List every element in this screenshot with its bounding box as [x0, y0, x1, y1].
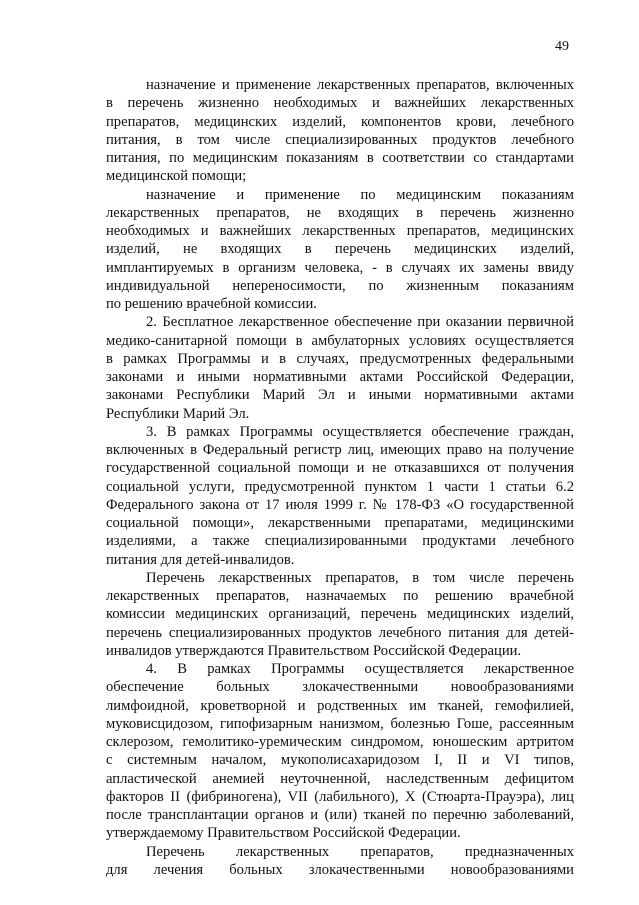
paragraph-4: [106, 423, 574, 569]
text-line: 2. Бесплатное лекарственное обеспечение при оказании первичной: [146, 314, 574, 331]
page-number: 49: [555, 39, 569, 54]
text-line: обеспечение больных злокачественными новообразованиями: [106, 679, 574, 696]
text-line: питания для детей-инвалидов.: [106, 551, 295, 568]
paragraph-1: [106, 76, 574, 186]
text-line: государственной социальной помощи и не отказавшихся от получения: [106, 460, 574, 477]
text-line: назначение и применение лекарственных препаратов, включенных: [146, 77, 574, 93]
text-line: после трансплантации органов и (или) тканей по перечню заболеваний,: [106, 807, 574, 823]
text-line: социальной помощи», лекарственными препаратами, медицинскими: [106, 515, 574, 531]
text-line: инвалидов утверждаются Правительством Российской Федерации.: [106, 642, 522, 659]
text-line: апластической анемией неуточненной, наследственным дефицитом: [106, 770, 574, 787]
paragraph-5: [106, 569, 574, 660]
text-line: питания, по медицинским показаниям в соответствии со стандартами: [106, 150, 574, 166]
text-line: необходимых и важнейших лекарственных препаратов, медицинских: [106, 223, 574, 239]
text-line: в рамках Программы и в случаях, предусмотренных федеральными: [106, 350, 574, 367]
text-line: питания, в том числе специализированных продуктов лечебного: [106, 131, 574, 148]
text-line: Перечень лекарственных препаратов, предназначенных: [146, 843, 574, 860]
text-line: 3. В рамках Программы осуществляется обеспечение граждан,: [146, 423, 574, 440]
text-line: 4. В рамках Программы осуществляется лекарственное: [146, 661, 574, 677]
text-line: Федерального закона от 17 июля 1999 г. № 178-ФЗ «О государственной: [106, 496, 574, 513]
text-line: законами Республики Марий Эл и иными нормативными актами: [106, 387, 574, 404]
paragraph-7: [106, 843, 574, 880]
text-line: факторов II (фибриногена), VII (лабильного), X (Стюарта-Прауэра), лиц: [106, 788, 574, 805]
text-line: муковисцидозом, гипофизарным нанизмом, болезнью Гоше, рассеянным: [106, 715, 574, 732]
paragraph-6: [106, 660, 574, 843]
paragraph-2: [106, 186, 574, 314]
text-line: в перечень жизненно необходимых и важнейших лекарственных: [106, 95, 574, 112]
text-line: медицинской помощи;: [106, 168, 247, 185]
text-line: изделий, не входящих в перечень медицинских изделий,: [106, 241, 574, 258]
text-line: склерозом, гемолитико-уремическим синдромом, юношеским артритом: [106, 734, 574, 750]
text-line: индивидуальной непереносимости, по жизненным показаниям: [106, 277, 574, 294]
text-line: утверждаемому Правительством Российской Федерации.: [106, 825, 461, 842]
text-line: перечень специализированных продуктов лечебного питания для детей-: [106, 624, 574, 641]
text-line: по решению врачебной комиссии.: [106, 296, 317, 312]
document-body: [106, 76, 574, 879]
text-line: социальной услуги, предусмотренной пунктом 1 части 1 статьи 6.2: [106, 478, 574, 495]
text-line: лекарственных препаратов, назначаемых по решению врачебной: [106, 588, 574, 604]
text-line: имплантируемых в организм человека, - в случаях их замены ввиду: [106, 259, 574, 276]
text-line: комиссии медицинских организаций, перечень медицинских изделий,: [106, 606, 574, 623]
text-line: препаратов, медицинских изделий, компонентов крови, лечебного: [106, 113, 574, 130]
text-line: лекарственных препаратов, не входящих в перечень жизненно: [106, 204, 574, 221]
text-line: назначение и применение по медицинским показаниям: [146, 186, 574, 203]
text-line: лимфоидной, кроветворной и родственных им тканей, гемофилией,: [106, 697, 574, 714]
text-line: Республики Марий Эл.: [106, 405, 250, 422]
text-line: медико-санитарной помощи в амбулаторных условиях осуществляется: [106, 332, 574, 349]
paragraph-3: [106, 313, 574, 423]
text-line: для лечения больных злокачественными новообразованиями: [106, 861, 574, 878]
text-line: с системным началом, мукополисахаридозом I, II и VI типов,: [106, 752, 574, 769]
text-line: включенных в Федеральный регистр лиц, имеющих право на получение: [106, 442, 574, 458]
text-line: изделиями, а также специализированными продуктами лечебного: [106, 533, 574, 550]
text-line: Перечень лекарственных препаратов, в том числе перечень: [146, 569, 574, 586]
text-line: законами и иными нормативными актами Российской Федерации,: [106, 369, 574, 385]
